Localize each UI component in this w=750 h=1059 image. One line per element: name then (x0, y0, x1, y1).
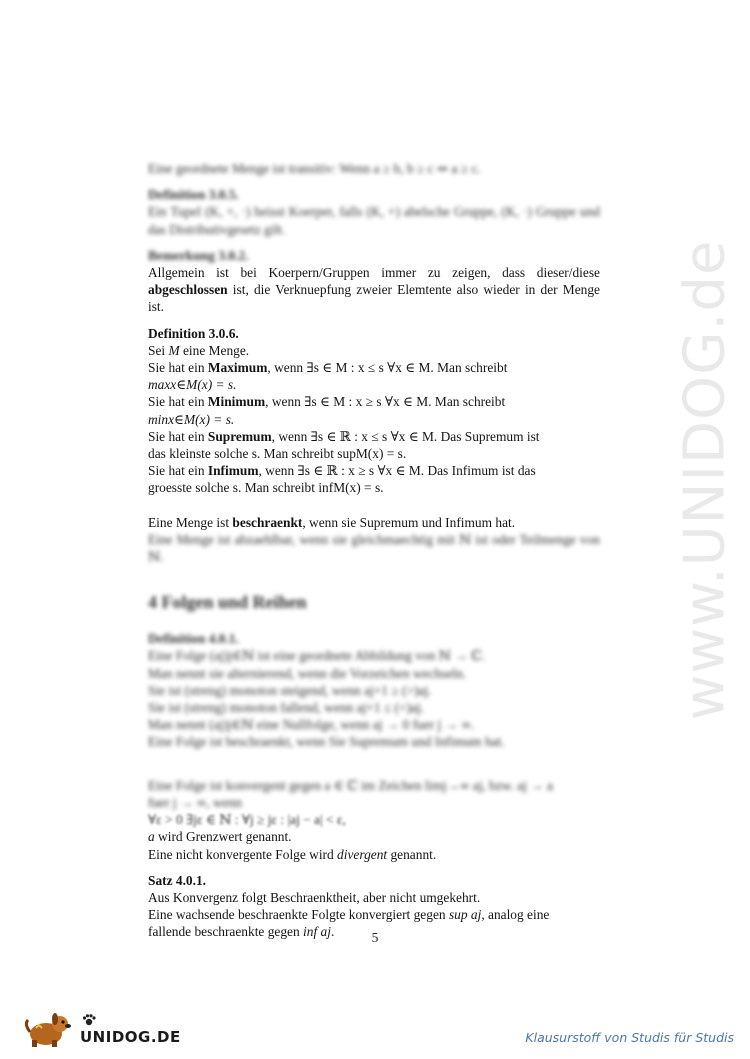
konvergenz-line: fuer j → ∞, wenn (148, 794, 242, 810)
abzaehlbar-line: Eine Menge ist abzaehlbar, wenn sie gleichmaechtig mit ℕ ist oder Teilmenge von ℕ. (148, 531, 600, 565)
satz-4-0-1-line: Eine wachsende beschraenkte Folgte konvergiert gegen sup aj, analog eine (148, 907, 550, 923)
section-4-title: 4 Folgen und Reihen (148, 592, 307, 613)
unidog-logo[interactable] (24, 1010, 181, 1048)
page-content (148, 160, 600, 941)
satz-4-0-1-line: fallende beschraenkte gegen inf aj. (148, 924, 335, 940)
minimum-notation: minx∈M(x) = s. (148, 411, 235, 427)
page-number: 5 (371, 930, 379, 945)
infimum-rest: groesste solche s. Man schreibt infM(x) = s. (148, 480, 384, 496)
definition-4-0-1-line: Sie ist (streng) monoton steigend, wenn aj+1 ≥ (>)aj. (148, 682, 432, 698)
definition-4-0-1-line: Eine Folge ist beschraenkt, wenn Sie Supremum und Infimum hat. (148, 734, 505, 750)
satz-4-0-1-line: Aus Konvergenz folgt Beschraenktheit, aber nicht umgekehrt. (148, 889, 481, 905)
definition-4-0-1-heading: Definition 4.0.1. (148, 631, 239, 647)
konvergenz-formula: ∀ε > 0 ∃jε ∈ ℕ : ∀j ≥ jε : |aj − a| < ε, (148, 812, 346, 828)
watermark: www.UNIDOG.de (672, 239, 738, 721)
grenzwert-line: a wird Grenzwert genannt. (148, 829, 292, 845)
transitiv-line: Eine geordnete Menge ist transitiv: Wenn a ≥ b, b ≥ c ⇒ a ≥ c. (148, 161, 481, 176)
dog-icon (24, 1010, 80, 1048)
konvergenz-line: Eine Folge ist konvergent gegen a ∈ ℂ im Zeichen limj→∞ aj, bzw. aj → a (148, 777, 553, 793)
paw-icon (82, 1014, 96, 1026)
maximum-line: Sie hat ein Maximum, wenn ∃s ∈ M : x ≤ s ∀x ∈ M. Man schreibt (148, 360, 508, 376)
definition-3-0-5-body: Ein Tupel (K, +, ·) heisst Koerper, falls (K, +) abelsche Gruppe, (K, ·) Gruppe und das Distributivgesetz gilt. (148, 204, 600, 237)
footer-slogan: Klausurstoff von Studis für Studis (525, 1030, 734, 1045)
beschraenkt-line: Eine Menge ist beschraenkt, wenn sie Supremum und Infimum hat. (148, 514, 516, 530)
definition-4-0-1-line: Eine Folge (aj)j∈ℕ ist eine geordnete Abbildung von ℕ → ℂ. (148, 648, 485, 664)
bemerkung-3-0-2-body: Allgemein ist bei Koerpern/Gruppen immer zu zeigen, dass dieser/diese abgeschlossen ist, die Verknuepfung zweier Elemtente also wieder in der Menge ist. (148, 265, 600, 315)
definition-4-0-1-line: Man nennt (aj)j∈ℕ eine Nullfolge, wenn aj → 0 fuer j → ∞. (148, 717, 475, 733)
minimum-line: Sie hat ein Minimum, wenn ∃s ∈ M : x ≥ s ∀x ∈ M. Man schreibt (148, 394, 506, 410)
sei-line: Sei M eine Menge. (148, 342, 250, 358)
logo-text: UNIDOG.DE (80, 1028, 181, 1046)
definition-4-0-1-line: Sie ist (streng) monoton fallend, wenn aj+1 ≤ (<)aj. (148, 700, 425, 716)
infimum-line: Sie hat ein Infimum, wenn ∃s ∈ ℝ : x ≥ s ∀x ∈ M. Das Infimum ist das (148, 463, 536, 479)
satz-4-0-1-heading: Satz 4.0.1. (148, 872, 207, 888)
divergent-line: Eine nicht konvergente Folge wird divergent genannt. (148, 846, 437, 862)
definition-4-0-1-line: Man nennt sie alternierend, wenn die Vorzeichen wechseln. (148, 665, 467, 681)
definition-3-0-5-heading: Definition 3.0.5. (148, 187, 239, 203)
definition-3-0-6-heading: Definition 3.0.6. (148, 325, 239, 341)
supremum-rest: das kleinste solche s. Man schreibt supM(x) = s. (148, 446, 407, 462)
bemerkung-3-0-2-heading: Bemerkung 3.0.2. (148, 247, 249, 263)
maximum-notation: maxx∈M(x) = s. (148, 377, 237, 393)
supremum-line: Sie hat ein Supremum, wenn ∃s ∈ ℝ : x ≤ s ∀x ∈ M. Das Supremum ist (148, 428, 540, 444)
